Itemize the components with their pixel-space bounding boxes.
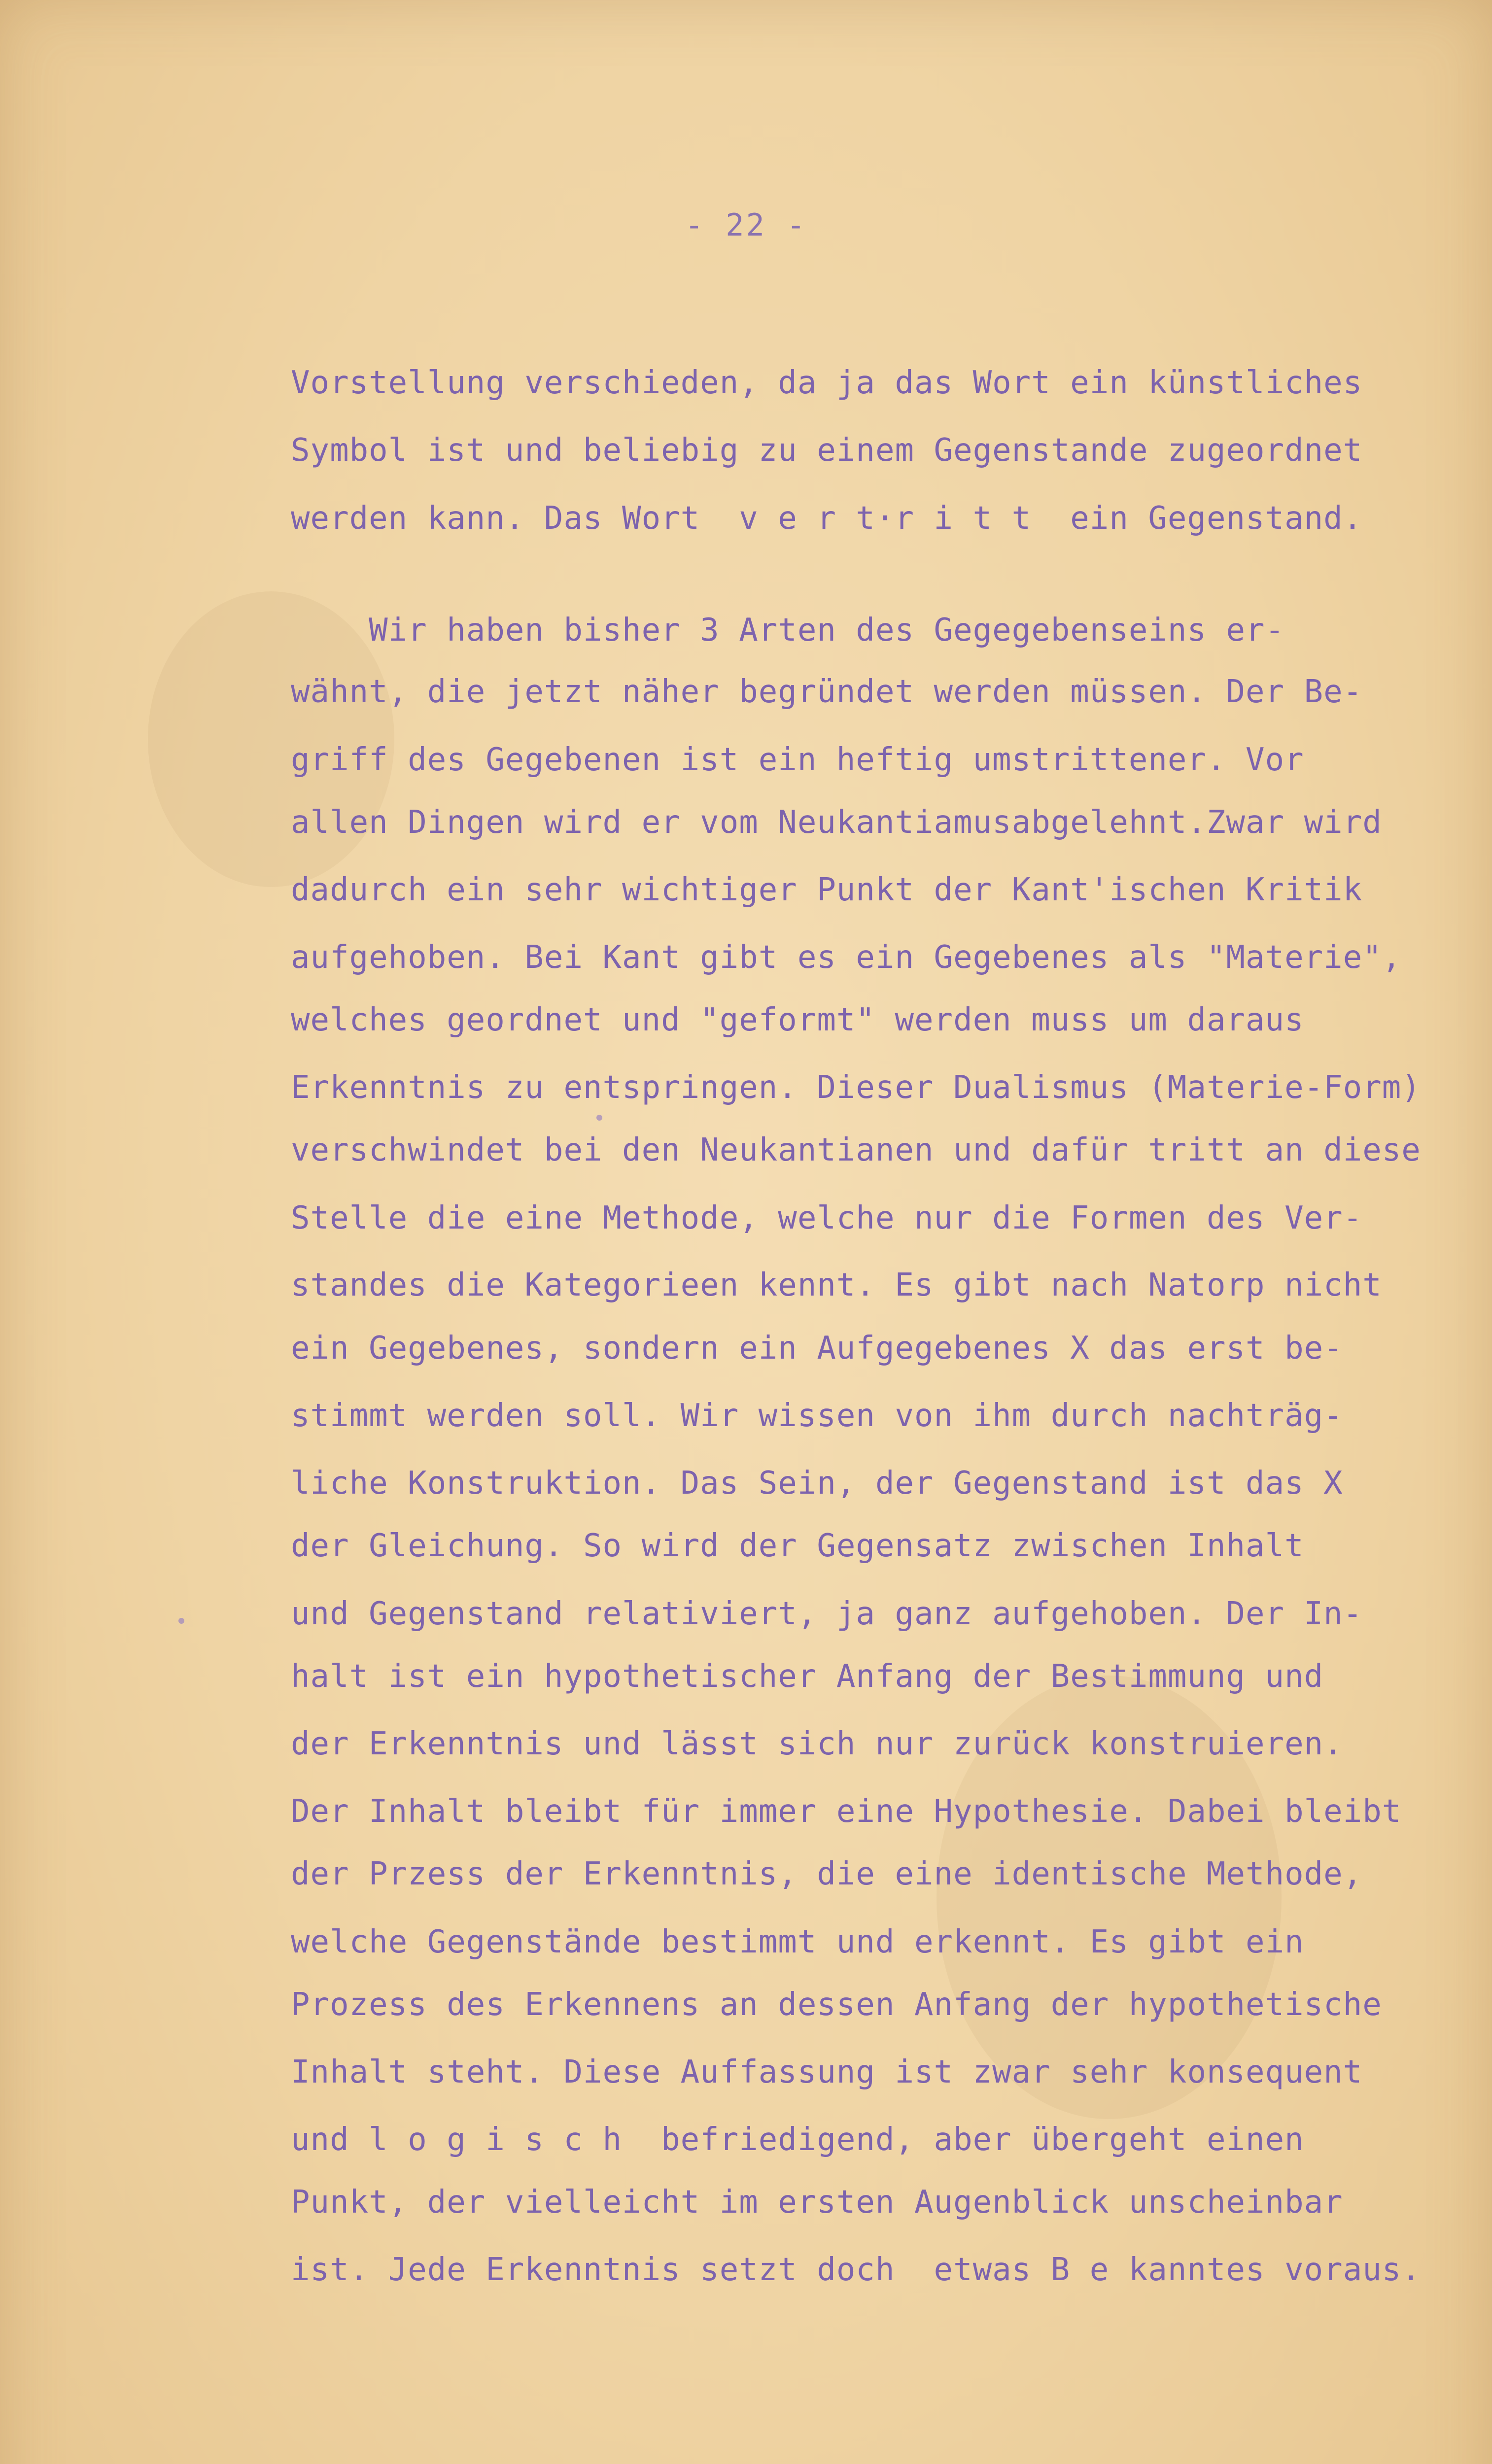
text-line: dadurch ein sehr wichtiger Punkt der Kant'ischen Kritik [291, 872, 1363, 908]
text-line: Der Inhalt bleibt für immer eine Hypothesie. Dabei bleibt [291, 1793, 1402, 1830]
text-line: wähnt, die jetzt näher begründet werden müssen. Der Be- [291, 674, 1363, 710]
text-line: liche Konstruktion. Das Sein, der Gegenstand ist das X [291, 1465, 1343, 1502]
text-line: ein Gegebenes, sondern ein Aufgegebenes X das erst be- [291, 1330, 1343, 1367]
text-line: der Erkenntnis und lässt sich nur zurück konstruieren. [291, 1726, 1343, 1762]
text-line: Wir haben bisher 3 Arten des Gegegebenseins er- [291, 612, 1285, 649]
text-line: werden kann. Das Wort v e r t·r i t t ein Gegenstand. [291, 500, 1363, 537]
text-line: Erkenntnis zu entspringen. Dieser Dualismus (Materie-Form) [291, 1069, 1421, 1106]
text-line: Inhalt steht. Diese Auffassung ist zwar sehr konsequent [291, 2054, 1363, 2090]
margin-ink-dot [178, 1618, 184, 1624]
text-line: aufgehoben. Bei Kant gibt es ein Gegebenes als "Materie", [291, 939, 1402, 976]
text-line: Prozess des Erkennens an dessen Anfang der hypothetische [291, 1986, 1382, 2023]
text-line: der Przess der Erkenntnis, die eine identische Methode, [291, 1856, 1363, 1892]
text-line: halt ist ein hypothetischer Anfang der Bestimmung und [291, 1658, 1324, 1695]
text-line: Stelle die eine Methode, welche nur die Formen des Ver- [291, 1200, 1363, 1236]
page-number: - 22 - [685, 207, 807, 243]
text-line: standes die Kategorieen kennt. Es gibt nach Natorp nicht [291, 1267, 1382, 1303]
text-line: ist. Jede Erkenntnis setzt doch etwas B e kanntes voraus. [291, 2252, 1421, 2288]
text-line: welches geordnet und "geformt" werden muss um daraus [291, 1002, 1304, 1038]
text-line: Punkt, der vielleicht im ersten Augenblick unscheinbar [291, 2184, 1343, 2221]
text-line: Symbol ist und beliebig zu einem Gegenstande zugeordnet [291, 432, 1363, 469]
text-line: und l o g i s c h befriedigend, aber übergeht einen [291, 2122, 1304, 2158]
text-line: Vorstellung verschieden, da ja das Wort ein künstliches [291, 365, 1363, 401]
text-line: verschwindet bei den Neukantianen und dafür tritt an diese [291, 1132, 1421, 1168]
text-line: stimmt werden soll. Wir wissen von ihm durch nachträg- [291, 1398, 1343, 1434]
ink-dot [596, 1115, 602, 1121]
text-line: und Gegenstand relativiert, ja ganz aufgehoben. Der In- [291, 1596, 1363, 1632]
text-line: welche Gegenstände bestimmt und erkennt. Es gibt ein [291, 1924, 1304, 1960]
text-line: allen Dingen wird er vom Neukantiamusabgelehnt.Zwar wird [291, 804, 1382, 841]
text-line: der Gleichung. So wird der Gegensatz zwischen Inhalt [291, 1528, 1304, 1564]
text-line: griff des Gegebenen ist ein heftig umstrittener. Vor [291, 742, 1304, 778]
